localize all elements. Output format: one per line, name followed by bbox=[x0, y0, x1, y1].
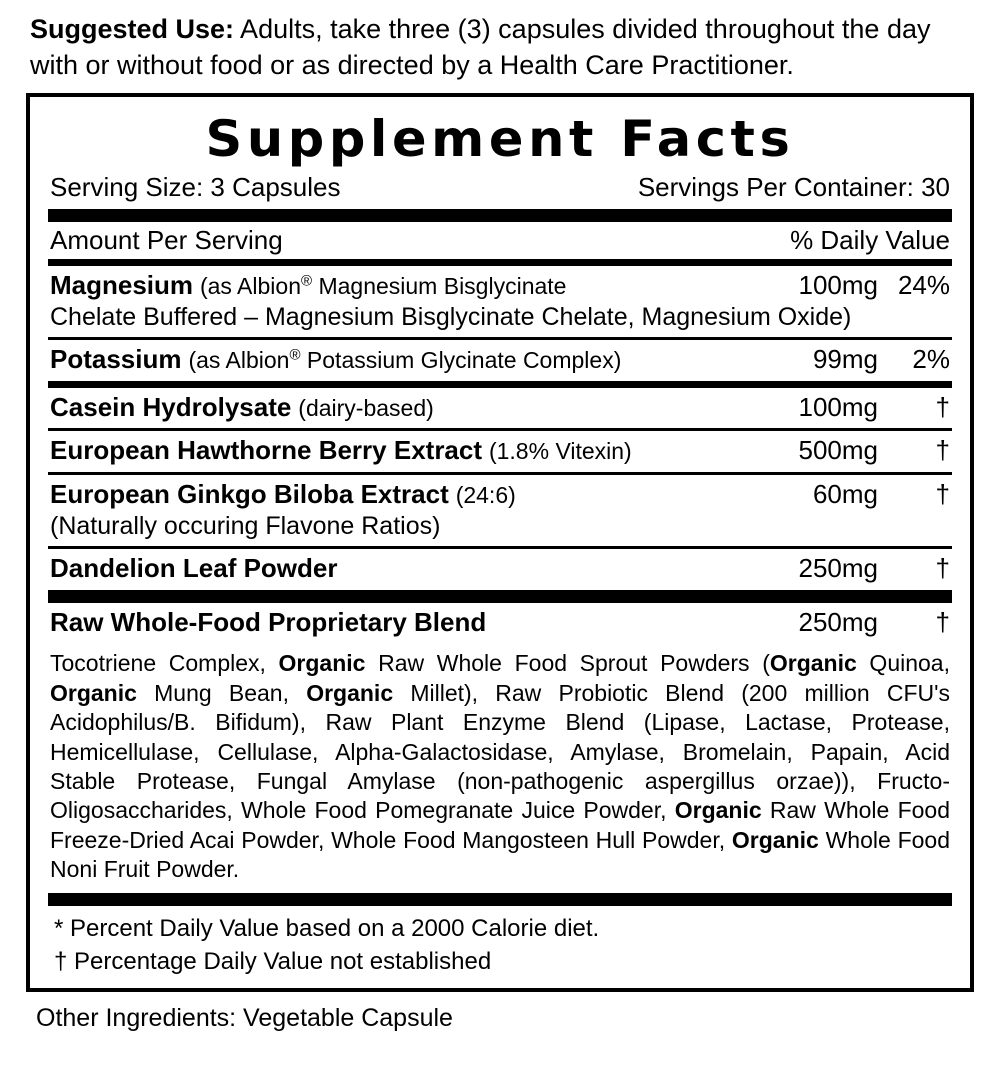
divider-thick-top bbox=[48, 209, 952, 222]
daily-value-label: % Daily Value bbox=[790, 224, 950, 255]
nutrient-row-european-hawthorne-berry-extract bbox=[48, 431, 952, 472]
nutrient-name: Magnesium bbox=[50, 269, 194, 300]
nutrient-amount: 500mg bbox=[798, 435, 878, 466]
nutrient-row-european-ginkgo-biloba-extract bbox=[48, 475, 952, 547]
divider-thick-bottom bbox=[48, 893, 952, 906]
nutrient-name: European Ginkgo Biloba Extract bbox=[50, 478, 449, 509]
registered-trademark-icon: ® bbox=[289, 346, 301, 364]
nutrient-name: European Hawthorne Berry Extract bbox=[50, 435, 483, 466]
suggested-use-label: Suggested Use: bbox=[30, 14, 235, 44]
nutrient-daily-value: 24% bbox=[897, 269, 950, 300]
nutrient-name: Potassium bbox=[50, 344, 182, 375]
blend-ingredients-text: Tocotriene Complex, Organic Raw Whole Food Sprout Powders (Organic Quinoa, Organic Mung Bean, Organic Millet), Raw Probiotic Blend (200 million CFU's Acidophilus/B. Bifidum), Raw Plant Enzyme Blend (Lipase, Lactase, Protease, Hemicellulase, Cellulase, Alpha-Galactosidase, Amylase, Bromelain, Papain, Acid Stable Protease, Fungal Amylase (non-pathogenic aspergillus orzae)), Fructo-Oligosaccharides, Whole Food Pomegranate Juice Powder, Organic Raw Whole Food Freeze-Dried Acai Powder, Whole Food Mangosteen Hull Powder, Organic Whole Food Noni Fruit Powder. bbox=[50, 650, 951, 883]
panel-title: Supplement Facts bbox=[205, 110, 795, 169]
nutrient-name: Casein Hydrolysate bbox=[50, 391, 292, 422]
nutrient-descriptor: (24:6) bbox=[455, 481, 516, 508]
amount-per-serving-label: Amount Per Serving bbox=[50, 224, 283, 255]
nutrient-row-potassium bbox=[48, 340, 952, 381]
servings-per-container: Servings Per Container: 30 bbox=[637, 171, 950, 202]
nutrient-amount: 60mg bbox=[812, 478, 878, 509]
nutrient-row-casein-hydrolysate bbox=[48, 388, 952, 429]
nutrient-amount: 250mg bbox=[798, 553, 878, 584]
serving-size: Serving Size: 3 Capsules bbox=[50, 171, 341, 202]
nutrient-descriptor: (dairy-based) bbox=[298, 394, 434, 421]
footnote-percent-daily-value: * Percent Daily Value based on a 2000 Calorie diet. bbox=[54, 914, 600, 942]
nutrient-continuation: (Naturally occuring Flavone Ratios) bbox=[50, 512, 441, 541]
blend-daily-value: † bbox=[935, 606, 950, 637]
nutrient-descriptor-tail: Potassium Glycinate Complex) bbox=[300, 347, 622, 374]
nutrient-amount: 100mg bbox=[798, 391, 878, 422]
blend-amount: 250mg bbox=[798, 606, 878, 637]
nutrient-descriptor-tail: Magnesium Bisglycinate bbox=[312, 272, 567, 299]
footnote-dagger: † Percentage Daily Value not established bbox=[54, 947, 492, 975]
blend-name: Raw Whole-Food Proprietary Blend bbox=[50, 606, 487, 637]
nutrient-daily-value: † bbox=[935, 435, 950, 466]
other-ingredients: Other Ingredients: Vegetable Capsule bbox=[36, 1004, 453, 1033]
nutrient-amount: 100mg bbox=[798, 269, 878, 300]
nutrient-daily-value: † bbox=[935, 478, 950, 509]
nutrient-continuation: Chelate Buffered – Magnesium Bisglycinate Chelate, Magnesium Oxide) bbox=[50, 303, 852, 332]
amount-header-row bbox=[48, 222, 952, 259]
nutrient-daily-value: 2% bbox=[912, 344, 950, 375]
registered-trademark-icon: ® bbox=[301, 272, 313, 290]
suggested-use-text bbox=[26, 0, 974, 83]
suggested-use-body: Adults, take three (3) capsules divided throughout the day with or without food or as directed by a Health Care Practitioner. bbox=[30, 14, 931, 80]
nutrient-descriptor: (as Albion bbox=[199, 272, 301, 299]
nutrient-row-dandelion-leaf-powder bbox=[48, 549, 952, 590]
supplement-facts-panel bbox=[26, 93, 974, 992]
divider-med-1 bbox=[48, 259, 952, 266]
nutrient-daily-value: † bbox=[935, 553, 950, 584]
nutrient-descriptor: (1.8% Vitexin) bbox=[488, 438, 632, 465]
divider-thick-mid bbox=[48, 590, 952, 603]
nutrient-descriptor: (as Albion bbox=[188, 347, 290, 374]
nutrient-amount: 99mg bbox=[812, 344, 878, 375]
nutrient-daily-value: † bbox=[935, 391, 950, 422]
nutrient-row-proprietary-blend bbox=[48, 603, 952, 644]
nutrient-row-magnesium bbox=[48, 266, 952, 338]
divider-med-2 bbox=[48, 381, 952, 388]
serving-info-row bbox=[48, 170, 952, 209]
footnotes bbox=[48, 906, 952, 980]
nutrient-name: Dandelion Leaf Powder bbox=[50, 553, 338, 584]
